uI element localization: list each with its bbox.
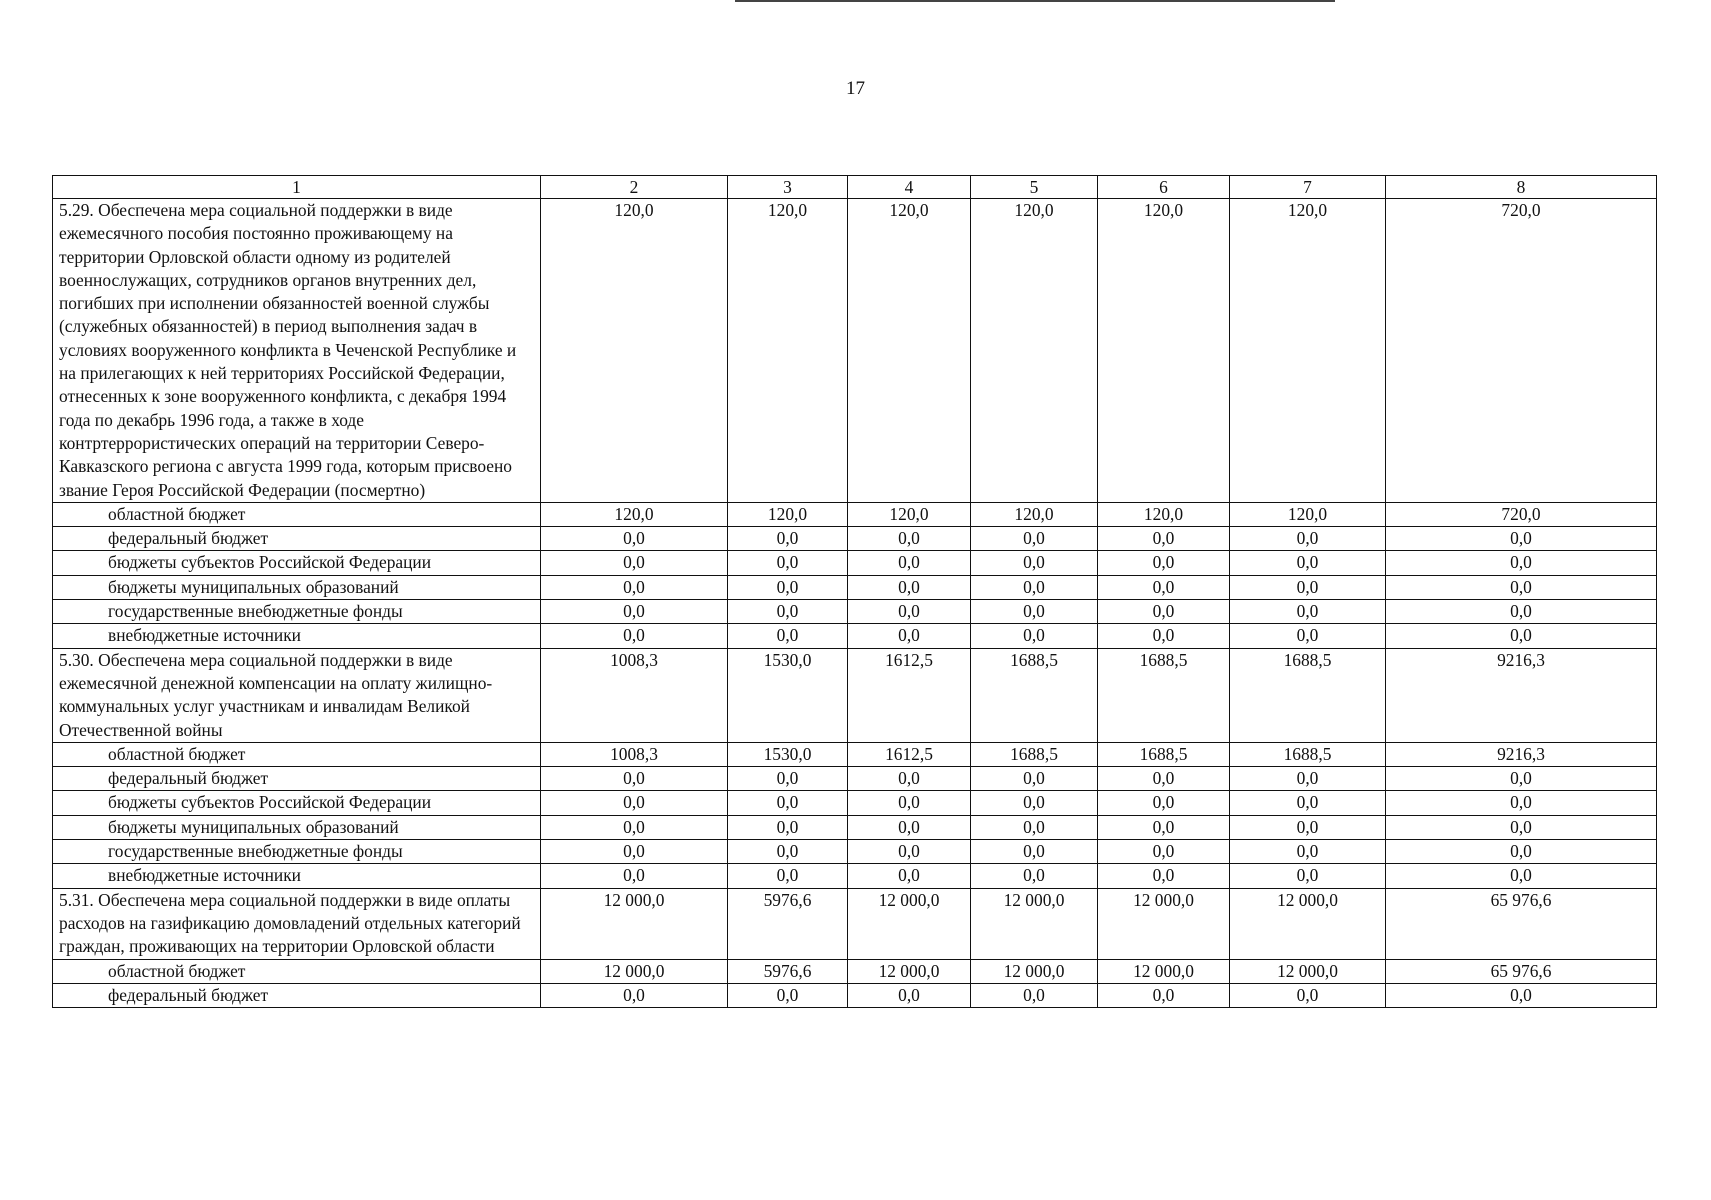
value-cell-col-3: 1530,0 — [728, 742, 848, 766]
value-cell-col-8: 0,0 — [1386, 575, 1657, 599]
value-cell-col-8: 9216,3 — [1386, 742, 1657, 766]
table-row-budget-source — [53, 983, 1657, 1007]
top-edge-rule — [735, 0, 1335, 2]
value-cell-col-5: 0,0 — [971, 551, 1098, 575]
value-cell-col-7: 0,0 — [1230, 767, 1386, 791]
value-cell-col-7: 1688,5 — [1230, 648, 1386, 742]
value-cell-col-4: 0,0 — [848, 600, 971, 624]
table-row-measure — [53, 648, 1657, 742]
value-cell-col-4: 0,0 — [848, 864, 971, 888]
budget-source-label: федеральный бюджет — [53, 983, 541, 1007]
value-cell-col-3: 0,0 — [728, 983, 848, 1007]
value-cell-col-6: 0,0 — [1098, 864, 1230, 888]
value-cell-col-6: 0,0 — [1098, 600, 1230, 624]
value-cell-col-3: 0,0 — [728, 600, 848, 624]
value-cell-col-2: 0,0 — [541, 767, 728, 791]
value-cell-col-6: 0,0 — [1098, 815, 1230, 839]
value-cell-col-6: 0,0 — [1098, 983, 1230, 1007]
value-cell-col-4: 0,0 — [848, 815, 971, 839]
value-cell-col-7: 0,0 — [1230, 840, 1386, 864]
measure-description: 5.31. Обеспечена мера социальной поддержки в виде оплаты расходов на газификацию домовладений отдельных категорий граждан, проживающих на территории Орловской области — [53, 888, 541, 959]
value-cell-col-6: 0,0 — [1098, 551, 1230, 575]
value-cell-col-3: 0,0 — [728, 840, 848, 864]
value-cell-col-7: 0,0 — [1230, 624, 1386, 648]
value-cell-col-8: 0,0 — [1386, 551, 1657, 575]
budget-source-label: внебюджетные источники — [53, 864, 541, 888]
budget-source-label: областной бюджет — [53, 959, 541, 983]
value-cell-col-3: 5976,6 — [728, 959, 848, 983]
header-cell-col-4: 4 — [848, 176, 971, 199]
value-cell-col-7: 0,0 — [1230, 815, 1386, 839]
value-cell-col-8: 0,0 — [1386, 840, 1657, 864]
value-cell-col-2: 0,0 — [541, 527, 728, 551]
value-cell-col-2: 0,0 — [541, 600, 728, 624]
value-cell-col-5: 12 000,0 — [971, 959, 1098, 983]
budget-source-label: федеральный бюджет — [53, 767, 541, 791]
value-cell-col-4: 0,0 — [848, 527, 971, 551]
value-cell-col-5: 0,0 — [971, 840, 1098, 864]
value-cell-col-6: 0,0 — [1098, 527, 1230, 551]
value-cell-col-2: 0,0 — [541, 624, 728, 648]
value-cell-col-2: 12 000,0 — [541, 959, 728, 983]
value-cell-col-2: 0,0 — [541, 551, 728, 575]
value-cell-col-4: 1612,5 — [848, 742, 971, 766]
header-cell-col-1: 1 — [53, 176, 541, 199]
budget-source-label: областной бюджет — [53, 742, 541, 766]
value-cell-col-5: 0,0 — [971, 600, 1098, 624]
value-cell-col-4: 120,0 — [848, 199, 971, 503]
value-cell-col-4: 0,0 — [848, 840, 971, 864]
value-cell-col-5: 1688,5 — [971, 648, 1098, 742]
value-cell-col-2: 120,0 — [541, 199, 728, 503]
value-cell-col-5: 0,0 — [971, 791, 1098, 815]
table-body — [53, 199, 1657, 1008]
value-cell-col-8: 0,0 — [1386, 624, 1657, 648]
value-cell-col-2: 0,0 — [541, 815, 728, 839]
value-cell-col-2: 0,0 — [541, 983, 728, 1007]
value-cell-col-8: 65 976,6 — [1386, 959, 1657, 983]
header-cell-col-6: 6 — [1098, 176, 1230, 199]
table-row-measure — [53, 888, 1657, 959]
value-cell-col-6: 0,0 — [1098, 624, 1230, 648]
table-row-budget-source — [53, 551, 1657, 575]
value-cell-col-4: 0,0 — [848, 551, 971, 575]
table-row-budget-source — [53, 742, 1657, 766]
value-cell-col-8: 0,0 — [1386, 527, 1657, 551]
header-cell-col-2: 2 — [541, 176, 728, 199]
value-cell-col-6: 1688,5 — [1098, 742, 1230, 766]
value-cell-col-3: 120,0 — [728, 502, 848, 526]
value-cell-col-4: 12 000,0 — [848, 888, 971, 959]
budget-source-label: государственные внебюджетные фонды — [53, 840, 541, 864]
value-cell-col-8: 65 976,6 — [1386, 888, 1657, 959]
value-cell-col-4: 0,0 — [848, 791, 971, 815]
budget-source-label: федеральный бюджет — [53, 527, 541, 551]
header-cell-col-5: 5 — [971, 176, 1098, 199]
budget-table — [52, 175, 1657, 1008]
value-cell-col-7: 120,0 — [1230, 502, 1386, 526]
value-cell-col-5: 0,0 — [971, 527, 1098, 551]
budget-source-label: бюджеты субъектов Российской Федерации — [53, 791, 541, 815]
table-row-budget-source — [53, 815, 1657, 839]
header-cell-col-8: 8 — [1386, 176, 1657, 199]
value-cell-col-3: 0,0 — [728, 551, 848, 575]
value-cell-col-7: 120,0 — [1230, 199, 1386, 503]
value-cell-col-4: 12 000,0 — [848, 959, 971, 983]
value-cell-col-7: 12 000,0 — [1230, 959, 1386, 983]
value-cell-col-5: 0,0 — [971, 815, 1098, 839]
value-cell-col-3: 0,0 — [728, 624, 848, 648]
value-cell-col-7: 1688,5 — [1230, 742, 1386, 766]
page-number: 17 — [846, 78, 865, 99]
value-cell-col-6: 0,0 — [1098, 767, 1230, 791]
value-cell-col-5: 0,0 — [971, 624, 1098, 648]
value-cell-col-6: 12 000,0 — [1098, 959, 1230, 983]
value-cell-col-5: 0,0 — [971, 864, 1098, 888]
value-cell-col-8: 720,0 — [1386, 502, 1657, 526]
header-row — [53, 176, 1657, 199]
value-cell-col-3: 0,0 — [728, 791, 848, 815]
value-cell-col-8: 9216,3 — [1386, 648, 1657, 742]
value-cell-col-7: 0,0 — [1230, 600, 1386, 624]
value-cell-col-2: 0,0 — [541, 575, 728, 599]
value-cell-col-7: 0,0 — [1230, 575, 1386, 599]
value-cell-col-4: 0,0 — [848, 983, 971, 1007]
value-cell-col-2: 12 000,0 — [541, 888, 728, 959]
table-row-budget-source — [53, 502, 1657, 526]
value-cell-col-3: 5976,6 — [728, 888, 848, 959]
value-cell-col-3: 1530,0 — [728, 648, 848, 742]
value-cell-col-8: 0,0 — [1386, 864, 1657, 888]
value-cell-col-2: 1008,3 — [541, 648, 728, 742]
value-cell-col-5: 0,0 — [971, 575, 1098, 599]
table-row-budget-source — [53, 527, 1657, 551]
value-cell-col-6: 0,0 — [1098, 575, 1230, 599]
value-cell-col-2: 0,0 — [541, 864, 728, 888]
budget-source-label: государственные внебюджетные фонды — [53, 600, 541, 624]
value-cell-col-6: 0,0 — [1098, 840, 1230, 864]
value-cell-col-8: 720,0 — [1386, 199, 1657, 503]
table-row-budget-source — [53, 864, 1657, 888]
value-cell-col-7: 0,0 — [1230, 527, 1386, 551]
value-cell-col-4: 1612,5 — [848, 648, 971, 742]
table-row-budget-source — [53, 959, 1657, 983]
value-cell-col-5: 0,0 — [971, 983, 1098, 1007]
value-cell-col-5: 120,0 — [971, 502, 1098, 526]
value-cell-col-4: 0,0 — [848, 767, 971, 791]
value-cell-col-4: 0,0 — [848, 624, 971, 648]
value-cell-col-3: 0,0 — [728, 575, 848, 599]
table-row-budget-source — [53, 840, 1657, 864]
value-cell-col-5: 1688,5 — [971, 742, 1098, 766]
value-cell-col-3: 0,0 — [728, 864, 848, 888]
value-cell-col-8: 0,0 — [1386, 767, 1657, 791]
value-cell-col-5: 12 000,0 — [971, 888, 1098, 959]
value-cell-col-8: 0,0 — [1386, 600, 1657, 624]
value-cell-col-7: 12 000,0 — [1230, 888, 1386, 959]
table-row-budget-source — [53, 600, 1657, 624]
value-cell-col-4: 120,0 — [848, 502, 971, 526]
value-cell-col-3: 0,0 — [728, 815, 848, 839]
budget-table-container — [52, 175, 1656, 1008]
table-row-budget-source — [53, 767, 1657, 791]
value-cell-col-2: 0,0 — [541, 840, 728, 864]
value-cell-col-6: 12 000,0 — [1098, 888, 1230, 959]
value-cell-col-6: 1688,5 — [1098, 648, 1230, 742]
value-cell-col-5: 0,0 — [971, 767, 1098, 791]
budget-source-label: бюджеты муниципальных образований — [53, 575, 541, 599]
value-cell-col-3: 0,0 — [728, 767, 848, 791]
value-cell-col-7: 0,0 — [1230, 551, 1386, 575]
value-cell-col-7: 0,0 — [1230, 791, 1386, 815]
value-cell-col-2: 0,0 — [541, 791, 728, 815]
table-row-budget-source — [53, 791, 1657, 815]
budget-source-label: бюджеты субъектов Российской Федерации — [53, 551, 541, 575]
budget-source-label: бюджеты муниципальных образований — [53, 815, 541, 839]
value-cell-col-6: 0,0 — [1098, 791, 1230, 815]
value-cell-col-2: 120,0 — [541, 502, 728, 526]
value-cell-col-6: 120,0 — [1098, 199, 1230, 503]
value-cell-col-2: 1008,3 — [541, 742, 728, 766]
value-cell-col-5: 120,0 — [971, 199, 1098, 503]
value-cell-col-6: 120,0 — [1098, 502, 1230, 526]
value-cell-col-8: 0,0 — [1386, 815, 1657, 839]
budget-source-label: внебюджетные источники — [53, 624, 541, 648]
table-row-budget-source — [53, 624, 1657, 648]
value-cell-col-4: 0,0 — [848, 575, 971, 599]
value-cell-col-8: 0,0 — [1386, 791, 1657, 815]
value-cell-col-7: 0,0 — [1230, 864, 1386, 888]
table-row-measure — [53, 199, 1657, 503]
header-cell-col-7: 7 — [1230, 176, 1386, 199]
table-row-budget-source — [53, 575, 1657, 599]
header-cell-col-3: 3 — [728, 176, 848, 199]
value-cell-col-3: 120,0 — [728, 199, 848, 503]
value-cell-col-7: 0,0 — [1230, 983, 1386, 1007]
value-cell-col-8: 0,0 — [1386, 983, 1657, 1007]
measure-description: 5.30. Обеспечена мера социальной поддержки в виде ежемесячной денежной компенсации на оплату жилищно-коммунальных услуг участникам и инвалидам Великой Отечественной войны — [53, 648, 541, 742]
budget-source-label: областной бюджет — [53, 502, 541, 526]
measure-description: 5.29. Обеспечена мера социальной поддержки в виде ежемесячного пособия постоянно проживающему на территории Орловской области одному из родителей военнослужащих, сотрудников органов внутренних дел, погибших при исполнении обязанностей военной службы (служебных обязанностей) в период выполнения задач в условиях вооруженного конфликта в Чеченской Республике и на прилегающих к ней территориях Российской Федерации, отнесенных к зоне вооруженного конфликта, с декабря 1994 года по декабрь 1996 года, а также в ходе контртеррористических операций на территории Северо-Кавказского региона с августа 1999 года, которым присвоено звание Героя Российской Федерации (посмертно) — [53, 199, 541, 503]
value-cell-col-3: 0,0 — [728, 527, 848, 551]
